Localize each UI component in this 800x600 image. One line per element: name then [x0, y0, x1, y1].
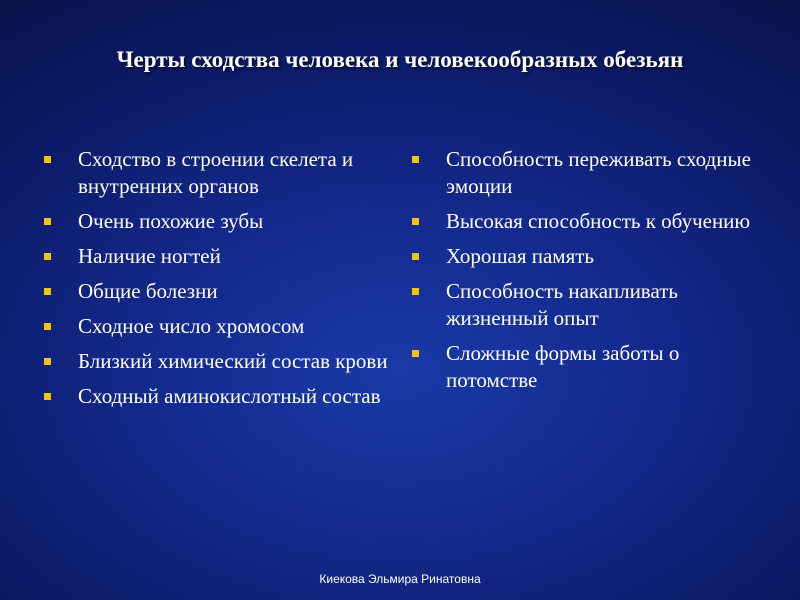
list-item-text: Близкий химический состав крови — [78, 349, 388, 373]
list-item — [412, 278, 762, 332]
list-item — [44, 243, 389, 270]
list-item — [44, 313, 389, 340]
list-item — [44, 146, 389, 200]
list-item-text: Очень похожие зубы — [78, 209, 264, 233]
list-item-text: Способность переживать сходные эмоции — [446, 147, 751, 198]
list-item — [44, 383, 389, 410]
list-item — [412, 208, 762, 235]
square-bullet-icon — [412, 350, 419, 357]
list-item-text: Наличие ногтей — [78, 244, 221, 268]
list-item-text: Сходное число хромосом — [78, 314, 305, 338]
list-item-text: Сложные формы заботы о потомстве — [446, 341, 680, 392]
list-item — [44, 208, 389, 235]
list-item — [412, 243, 762, 270]
square-bullet-icon — [412, 156, 419, 163]
slide-title: Черты сходства человека и человекообразных обезьян — [116, 47, 684, 72]
square-bullet-icon — [44, 218, 51, 225]
square-bullet-icon — [44, 156, 51, 163]
square-bullet-icon — [44, 393, 51, 400]
square-bullet-icon — [44, 358, 51, 365]
square-bullet-icon — [412, 288, 419, 295]
list-item — [44, 348, 389, 375]
square-bullet-icon — [44, 323, 51, 330]
square-bullet-icon — [44, 253, 51, 260]
list-item-text: Способность накапливать жизненный опыт — [446, 279, 678, 330]
square-bullet-icon — [44, 288, 51, 295]
list-item — [412, 340, 762, 394]
list-item-text: Хорошая память — [446, 244, 595, 268]
list-item-text: Сходный аминокислотный состав — [78, 384, 381, 408]
square-bullet-icon — [412, 253, 419, 260]
right-bullet-list — [412, 146, 762, 402]
left-bullet-list — [44, 146, 389, 418]
square-bullet-icon — [412, 218, 419, 225]
list-item — [44, 278, 389, 305]
list-item-text: Сходство в строении скелета и внутренних органов — [78, 147, 354, 198]
slide-footer-author: Киекова Эльмира Ринатовна — [319, 572, 481, 586]
list-item-text: Высокая способность к обучению — [446, 209, 751, 233]
list-item-text: Общие болезни — [78, 279, 218, 303]
list-item — [412, 146, 762, 200]
